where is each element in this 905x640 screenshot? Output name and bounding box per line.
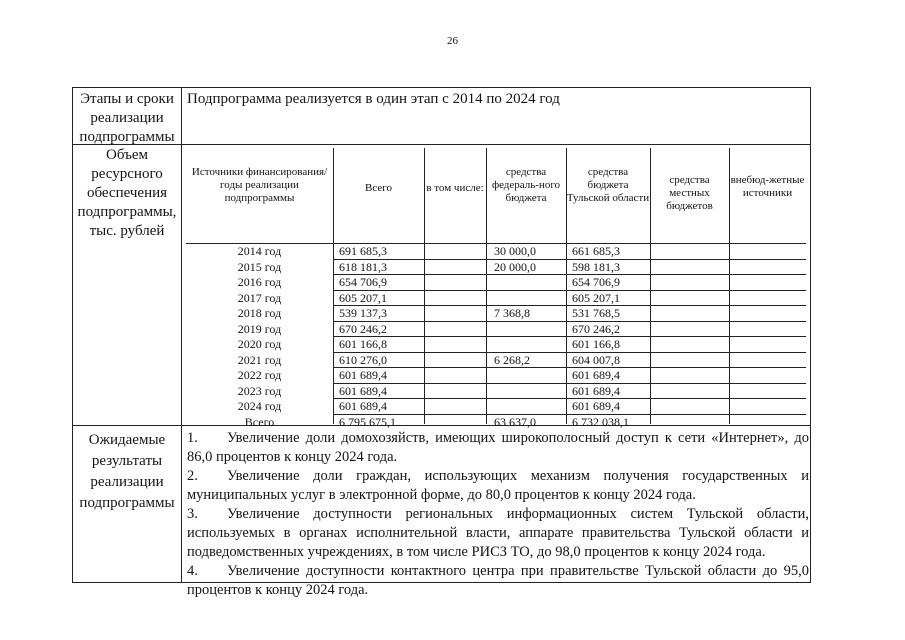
funding-total: 610 276,0 (339, 352, 387, 367)
page-number: 26 (447, 35, 458, 47)
funding-header-cell: средства бюджета Тульской области (566, 166, 650, 204)
funding-total: 6 795 675,1 (339, 414, 396, 429)
results-label: Ожидаемые результаты реализации подпрограммы (79, 432, 175, 511)
funding-total: 691 685,3 (339, 244, 387, 258)
funding-federal: 20 000,0 (494, 259, 536, 274)
funding-row-line (333, 383, 806, 384)
funding-regional: 661 685,3 (572, 244, 620, 258)
funding-regional: 601 166,8 (572, 337, 620, 351)
funding-regional: 531 768,5 (572, 306, 620, 320)
funding-total: 654 706,9 (339, 275, 387, 289)
result-item (187, 505, 809, 562)
funding-row-line (333, 336, 806, 337)
funding-year: 2019 год (237, 321, 282, 336)
funding-table (186, 148, 806, 429)
funding-header-cell: в том числе: (426, 182, 484, 194)
result-item (187, 467, 809, 505)
funding-regional: 654 706,9 (572, 275, 620, 289)
funding-year: 2021 год (237, 352, 282, 367)
funding-row-line (333, 305, 806, 306)
funding-header-cell: средства федераль-ного бюджета (491, 166, 561, 204)
funding-row-line (333, 398, 806, 399)
funding-header-cell: Источники финансирования/ годы реализации подпрограммы (191, 166, 328, 204)
result-item (187, 429, 809, 467)
funding-label: Объем ресурсного обеспечения подпрограммы, тыс. рублей (77, 147, 177, 239)
result-text: Увеличение доли граждан, использующих механизм получения государственных и муниципальных услуг в электронной форме, до 80,0 процентов к концу 2024 года. (187, 468, 809, 503)
funding-row-line (333, 321, 806, 322)
funding-row-line (333, 414, 806, 415)
passport-table (72, 87, 811, 598)
funding-regional: 601 689,4 (572, 399, 620, 413)
funding-year: 2023 год (237, 383, 282, 398)
result-text: Увеличение доли домохозяйств, имеющих широкополосный доступ к сети «Интернет», до 86,0 процентов к концу 2024 года. (187, 430, 809, 465)
stages-label: Этапы и сроки реализации подпрограммы (79, 91, 175, 145)
row-divider (73, 425, 810, 426)
funding-regional: 605 207,1 (572, 290, 620, 305)
funding-year: Всего (244, 414, 275, 429)
funding-year: 2022 год (237, 368, 282, 382)
funding-total: 601 689,4 (339, 399, 387, 413)
funding-regional: 604 007,8 (572, 352, 620, 367)
result-number: 4. (187, 563, 198, 579)
stages-text: Подпрограмма реализуется в один этап с 2014 по 2024 год (187, 91, 560, 107)
funding-year: 2018 год (237, 306, 282, 320)
funding-total: 670 246,2 (339, 321, 387, 336)
funding-federal: 63 637,0 (494, 414, 536, 429)
funding-row-line (333, 367, 806, 368)
funding-regional: 598 181,3 (572, 259, 620, 274)
funding-total: 605 207,1 (339, 290, 387, 305)
funding-federal: 30 000,0 (494, 244, 536, 258)
result-number: 2. (187, 468, 198, 484)
funding-year: 2017 год (237, 290, 282, 305)
funding-row-line (333, 274, 806, 275)
funding-year: 2020 год (237, 337, 282, 351)
result-text: Увеличение доступности контактного центра при правительстве Тульской области до 95,0 процентов к концу 2024 года. (187, 563, 809, 598)
funding-total: 601 689,4 (339, 368, 387, 382)
funding-regional: 6 732 038,1 (572, 414, 629, 429)
funding-regional: 601 689,4 (572, 383, 620, 398)
funding-year: 2014 год (237, 244, 282, 258)
funding-regional: 670 246,2 (572, 321, 620, 336)
funding-row-line (333, 259, 806, 260)
funding-federal: 7 368,8 (494, 306, 530, 320)
row-divider (73, 144, 810, 145)
funding-federal: 6 268,2 (494, 352, 530, 367)
funding-header-cell: средства местных бюджетов (666, 174, 713, 212)
result-number: 1. (187, 430, 198, 446)
funding-year: 2015 год (237, 259, 282, 274)
result-text: Увеличение доступности региональных информационных систем Тульской области, используемых в органах исполнительной власти, аппарате правительства Тульской области и подведомственных учреждениях, в том числе РИСЗ ТО, до 98,0 процентов к концу 2024 года. (187, 506, 809, 560)
funding-total: 601 166,8 (339, 337, 387, 351)
funding-regional: 601 689,4 (572, 368, 620, 382)
funding-year: 2016 год (237, 275, 282, 289)
funding-header-cell: внебюд-жетные источники (730, 174, 805, 199)
funding-row-line (333, 352, 806, 353)
result-item (187, 562, 809, 600)
funding-header-cell: Всего (365, 182, 392, 194)
funding-total: 618 181,3 (339, 259, 387, 274)
column-divider (181, 88, 182, 582)
results-list (187, 429, 809, 600)
funding-year: 2024 год (237, 399, 282, 413)
result-number: 3. (187, 506, 198, 522)
funding-total: 601 689,4 (339, 383, 387, 398)
funding-row-line (333, 290, 806, 291)
funding-total: 539 137,3 (339, 306, 387, 320)
